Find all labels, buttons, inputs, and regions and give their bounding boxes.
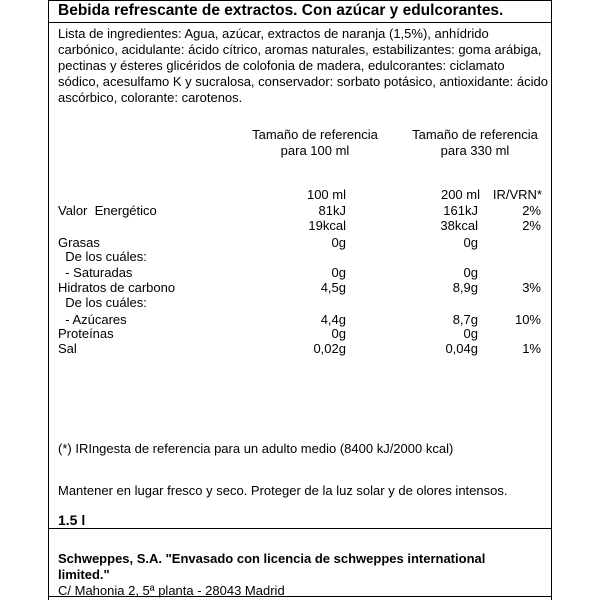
column-header-330ml: Tamaño de referencia para 330 ml [412, 127, 538, 158]
row-value-200ml: 38kcal [440, 218, 478, 233]
footnote: (*) IRIngesta de referencia para un adulto medio (8400 kJ/2000 kcal) [58, 441, 454, 456]
row-value-ir: 2% [522, 218, 541, 233]
row-label: - Saturadas [58, 265, 133, 280]
row-value-100ml: 0g [331, 326, 346, 341]
row-value-100ml: 19kcal [308, 218, 346, 233]
row-value-100ml: 4,4g [320, 312, 346, 327]
divider-title [48, 22, 552, 23]
row-label: Proteínas [58, 326, 114, 341]
storage-instructions: Mantener en lugar fresco y seco. Proteger de la luz solar y de olores intensos. [58, 483, 508, 498]
row-value-ir: 3% [522, 280, 541, 295]
row-label: - Azúcares [58, 312, 127, 327]
column-header-100ml: Tamaño de referencia para 100 ml [252, 127, 378, 158]
product-title: Bebida refrescante de extractos. Con azúcar y edulcorantes. [58, 2, 504, 19]
row-value-200ml: 0g [463, 265, 478, 280]
row-value-100ml: 0g [331, 265, 346, 280]
row-value-200ml: 0g [463, 326, 478, 341]
row-value-200ml: 8,9g [452, 280, 478, 295]
row-value-100ml: 81kJ [318, 203, 346, 218]
subheader-100ml: 100 ml [306, 187, 346, 202]
subheader-200ml: 200 ml [440, 187, 480, 202]
row-label: Grasas [58, 235, 100, 250]
company-address: C/ Mahonia 2, 5ª planta - 28043 Madrid [58, 583, 285, 598]
row-label: Hidratos de carbono [58, 280, 176, 295]
volume: 1.5 l [58, 512, 86, 528]
row-value-200ml: 0g [463, 235, 478, 250]
row-value-200ml: 161kJ [443, 203, 478, 218]
row-label: Sal [58, 341, 77, 356]
row-value-ir: 2% [522, 203, 541, 218]
row-value-200ml: 8,7g [452, 312, 478, 327]
row-value-ir: 10% [514, 312, 541, 327]
row-label: De los cuáles: [58, 295, 147, 310]
subheader-ir-vrn: IR/VRN* [492, 187, 542, 202]
company-line-2: limited." [58, 567, 110, 582]
company-line-1: Schweppes, S.A. "Envasado con licencia de schweppes international [58, 551, 486, 566]
row-label: Valor Energético [58, 203, 157, 218]
row-value-100ml: 4,5g [320, 280, 346, 295]
row-value-200ml: 0,04g [445, 341, 478, 356]
row-value-ir: 1% [522, 341, 541, 356]
divider-top [48, 0, 552, 1]
row-value-100ml: 0,02g [313, 341, 346, 356]
divider-volume [48, 528, 552, 529]
row-value-100ml: 0g [331, 235, 346, 250]
row-label: De los cuáles: [58, 249, 147, 264]
ingredients-list: Lista de ingredientes: Agua, azúcar, extractos de naranja (1,5%), anhídrido carbónico, acidulante: ácido cítrico, aromas naturales, estabilizantes: goma arábiga, pectinas y ésteres glicéridos de colofonia de madera, edulcorantes: ciclamato sódico, acesulfamo K y sucralosa, conservador: sorbato potásico, antioxidante: ácido ascórbico, colorante: carotenos. [58, 26, 548, 105]
